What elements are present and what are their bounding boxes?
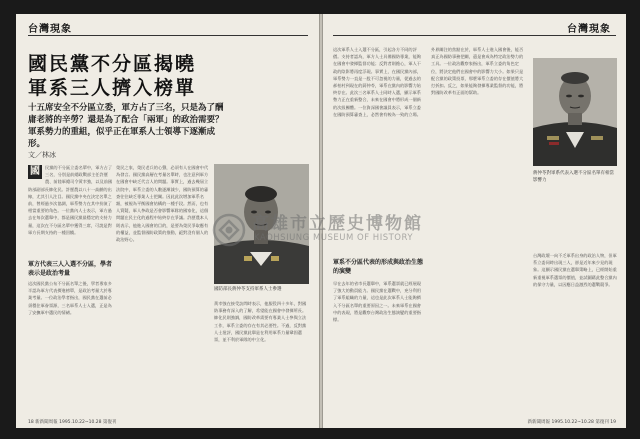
museum-logo-icon <box>212 213 246 247</box>
section-tag: 台灣現象 <box>28 24 72 35</box>
right-body-column-1b: 早在去年的省市長選舉中，軍系選票就已經展現了強大的動員能力。國民黨在選戰中，充分利用了軍系組織的力量，這也是此次軍系人士能夠擠入不分區名單的重要原因之一。未來軍系在國會中的表現，將是觀察台灣政治生態演變的重要指標。 <box>333 281 421 323</box>
museum-watermark <box>212 207 482 255</box>
right-body-column-3: 台灣政壇一向不乏軍系出身的政治人物，但軍系立委同時出現三人，卻是近年來少見的現象。這顯示國民黨在選舉策略上，已經開始重新重視軍系選票的價值，並試圖藉此整合黨內的保守力量，以因應日益激烈的選戰競爭。 <box>533 253 617 287</box>
section-rule-right <box>333 35 616 36</box>
right-subhead: 軍系不分區代表的形成與政治生態的演變 <box>333 259 424 275</box>
body-column-1-text: 民黨的不分區立委名單中，軍方占了三名，分別是前總政戰部主任許歷農、前陸軍總司令黃幸強，以及前國防部副部長帥化民。許歷農以八十一高齡的出線，尤其引人注目。國民黨中央在決定名單之前，曾經過多次協調，軍系勢力在其中扮演了相當重要的角色。一位黨內人士表示，軍方過去在每次選舉中，都是國民黨最穩定的支持力量，這次在不分區名單中獲得三席，可說是對軍方長期支持的一種回饋。 <box>28 165 112 235</box>
photo-general-image <box>533 58 617 166</box>
right-body-column-2: 外界關注的焦點在於，軍系人士進入國會後，能否真正為國防事務把關，還是會成為特定政治勢力的工具。一位政治觀察家指出，軍系立委的角色定位，將決定他們在國會中的影響力大小。如果只是配合黨的政策投票，那麼軍系立委的存在價值將大打折扣。反之，如果能夠發揮專業監督的功能，將對國防改革有正面的幫助。 <box>431 47 524 96</box>
headline <box>28 52 218 100</box>
section-tag-right: 台灣現象 <box>567 24 611 35</box>
body-column-3: 黃幸強在接受訪問時表示，他服役四十多年，對國防事務有深入的了解，希望能在國會中發揮所長。帥化民則強調，國防改革需要有專業人士參與立法工作，軍系立委的存在有其必要性。不過，反對黨人士批評，國民黨此舉是在利用軍系力量鞏固選票，並不利於軍隊的中立化。 <box>214 301 307 343</box>
body-column-1b: 這次國民黨公布不分區名單之後，學者專家多半認為軍方代表擠進榜單，是政治考量大於專業考量。一位政治學者指出，國民黨在選前必須穩住軍眷票源，三名軍系人士入選，正是為了安撫軍中選民的情緒。 <box>28 281 112 315</box>
byline: 文／林冰 <box>28 151 56 159</box>
subhead: 軍方代表三人入選不分區，學者表示是政治考量 <box>28 261 113 277</box>
photo-general <box>533 58 617 166</box>
folio-left: 18 新新聞周報 1995.10.22~10.28 第復刊 <box>28 420 117 425</box>
headline-line-1: 國民黨不分區揭曉 <box>28 53 197 75</box>
dropcap: 國 <box>30 166 40 177</box>
headline-line-2: 軍系三人擠入榜單 <box>28 77 197 99</box>
right-body-column-1: 這次軍系人士入選不分區，引起各方不同的評價。支持者認為，軍方人士具備國防專業，能夠在國會中發揮監督功能；反對者則擔心，軍人干政的陰影將再度浮現。事實上，在國民黨內部，軍系勢力一直是一股不可忽視的力量，從過去的郝柏村到現在的蔣仲苓，軍系在黨內的影響力始終存在。此次三名軍系人士同時入選，顯示軍系勢力正在重新整合，未來在國會中將形成一個新的次級團體。一位資深國會議員表示，軍系立委在國防預算審查上，必然會有較為一致的立場。 <box>333 47 421 117</box>
section-rule <box>28 35 308 36</box>
magazine-spread <box>16 14 626 428</box>
body-column-1 <box>28 164 112 258</box>
watermark-chinese: 高雄市立歷史博物館 <box>252 214 423 234</box>
photo-caption: 國防部長蔣仲苓支持軍系人士參選 <box>214 287 282 292</box>
deck: 十五席安全不分區立委，軍方占了三名，只是為了酬庸老將的辛勞？還是為了配合「兩軍」的政治需要？軍系勢力的重組，似乎正在軍系人士領導下逐漸成形。 <box>28 103 224 149</box>
folio-right: 新新聞周報 1995.10.22~10.28 第復刊 19 <box>527 420 616 425</box>
photo-general-caption: 蔣仲苓對軍系代表入選不分區名單有相當影響力 <box>533 171 614 183</box>
body-column-2: 榮民之家，榮民老兵的心聲，必須有人在國會中代為發言。國民黨高層在考量名單時，也注意到軍方在國會中缺乏代言人的問題。事實上，過去幾屆立法院中，軍系立委的人數逐漸減少，國防預算的審查往往缺乏專業人士把關。因此此次增加軍系名額，被視為平衡國會結構的一種手段。然而，也有人質疑，軍人參政是否會影響軍隊的國家化，這個問題在民主化的過程中始終存在爭議。許歷農本人則表示，他進入國會的目的，是要為榮民爭取應有的權益，並監督國防政策的推動，絕對沒有個人的政治野心。 <box>116 165 209 243</box>
watermark-english: KAOHSIUNG MUSEUM OF HISTORY <box>254 233 414 243</box>
